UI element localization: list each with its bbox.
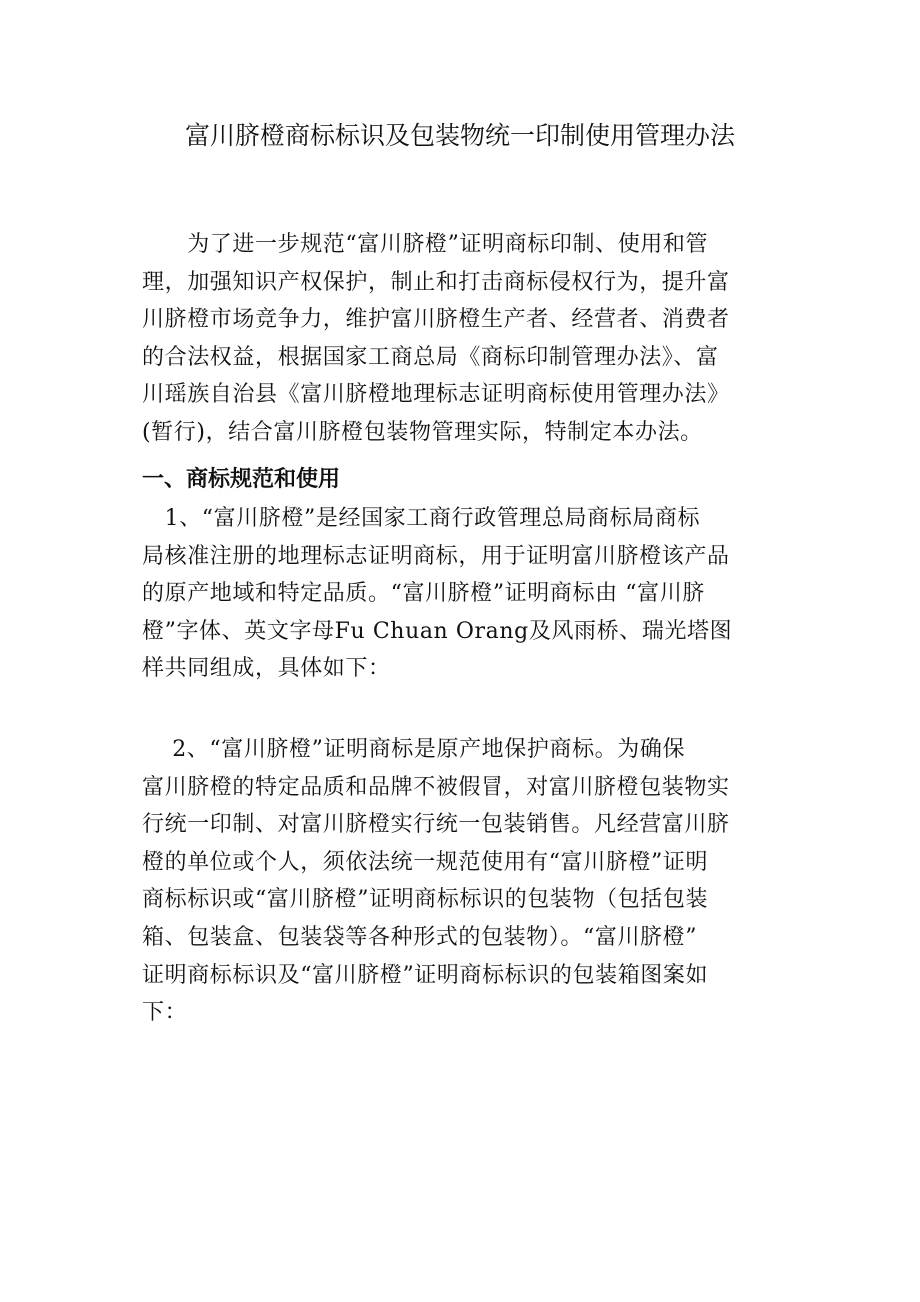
item1-line: 局核准注册的地理标志证明商标，用于证明富川脐橙该产品 xyxy=(142,543,730,569)
item2-line: 箱、包装盒、包装袋等各种形式的包装物）。“富川脐橙” xyxy=(142,924,698,950)
item1-paragraph xyxy=(142,500,792,688)
intro-line: 理，加强知识产权保护，制止和打击商标侵权行为，提升富 xyxy=(142,269,730,295)
section-heading: 一、商标规范和使用 xyxy=(142,467,341,492)
intro-line: 的合法权益，根据国家工商总局《商标印制管理办法》、富 xyxy=(142,344,719,370)
item1-line: 橙”字体、英文字母Fu Chuan Orang及风雨桥、瑞光塔图 xyxy=(142,618,733,644)
item2-line: 行统一印制、对富川脐橙实行统一包装销售。凡经营富川脐 xyxy=(142,812,730,838)
item1-line: 的原产地域和特定品质。“富川脐橙”证明商标由 “富川脐 xyxy=(142,581,705,607)
item2-line: 证明商标标识及“富川脐橙”证明商标标识的包装箱图案如 xyxy=(142,962,709,988)
intro-line: 川瑶族自治县《富川脐橙地理标志证明商标使用管理办法》 xyxy=(142,382,730,408)
item1-line: 1、“富川脐橙”是经国家工商行政管理总局商标局商标 xyxy=(142,506,701,531)
intro-line: 川脐橙市场竞争力，维护富川脐橙生产者、经营者、消费者 xyxy=(142,307,730,333)
intro-line: (暂行)，结合富川脐橙包装物管理实际，特制定本办法。 xyxy=(142,419,703,445)
item2-line: 2、“富川脐橙”证明商标是原产地保护商标。为确保 xyxy=(142,737,686,762)
item2-line: 商标标识或“富川脐橙”证明商标标识的包装物（包括包装 xyxy=(142,887,709,913)
item1-line: 样共同组成，具体如下： xyxy=(142,656,391,682)
document-title: 富川脐橙商标标识及包装物统一印制使用管理办法 xyxy=(184,121,735,150)
intro-paragraph xyxy=(142,226,792,452)
intro-line: 为了进一步规范“富川脐橙”证明商标印制、使用和管 xyxy=(142,232,709,257)
item2-line: 橙的单位或个人，须依法统一规范使用有“富川脐橙”证明 xyxy=(142,849,709,875)
item2-paragraph xyxy=(142,731,792,1032)
item2-line: 富川脐橙的特定品质和品牌不被假冒，对富川脐橙包装物实 xyxy=(142,774,730,800)
item2-line: 下： xyxy=(142,1000,188,1026)
